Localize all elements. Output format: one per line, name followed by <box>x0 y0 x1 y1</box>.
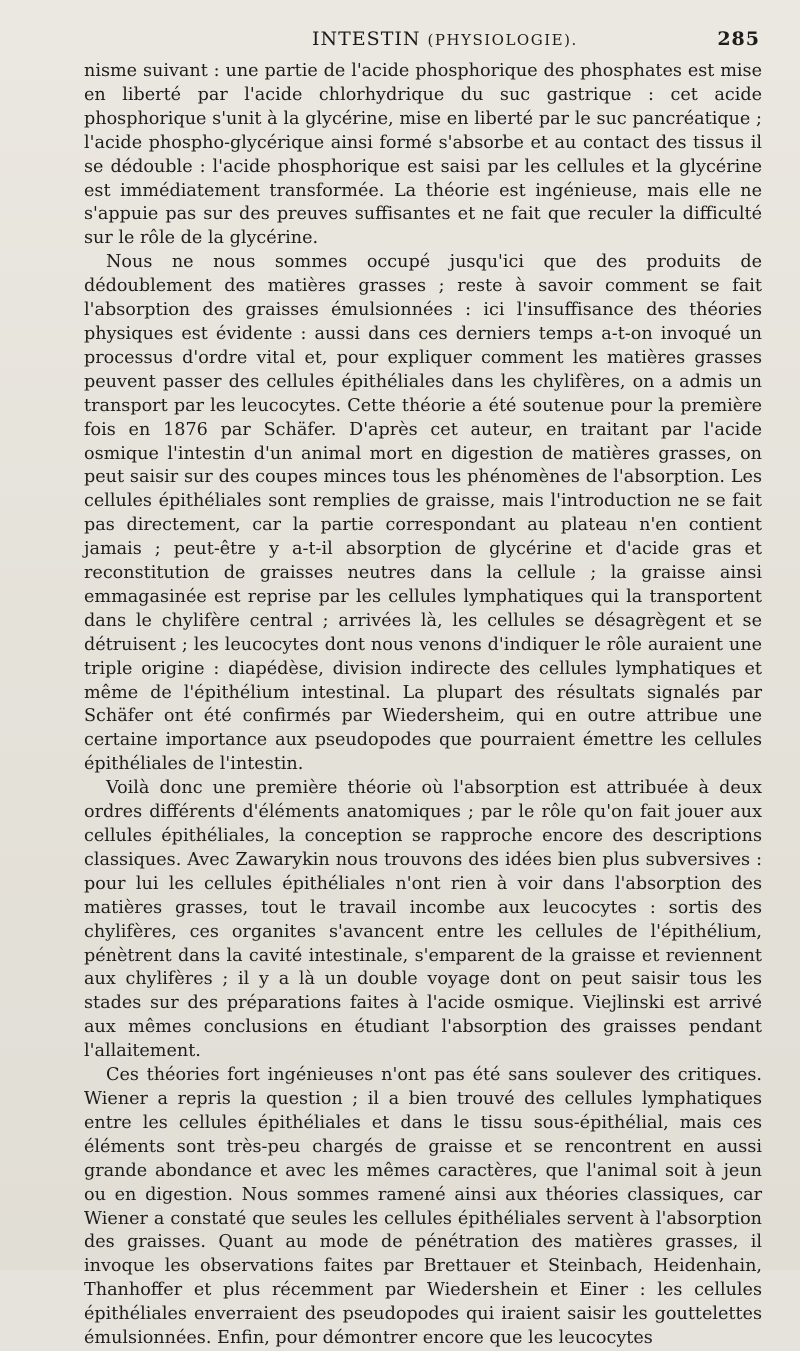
paragraph-absorption-leucocytes: Nous ne nous sommes occupé jusqu'ici que des produits de dédoublement des matières grasses ; reste à savoir comment se fait l'absorption des graisses émulsionnées : ici l'insuffisance des théories physiques est évidente : aussi dans ces derniers temps a-t-on invoqué un processus d'ordre vital et, pour expliquer comment les matières grasses peuvent passer des cellules épithéliales dans les chylifères, on a admis un transport par les leucocytes. Cette théorie a été soutenue pour la première fois en 1876 par Schäfer. D'après cet auteur, en traitant par l'acide osmique l'intestin d'un animal mort en digestion de matières grasses, on peut saisir sur des coupes minces tous les phénomènes de l'absorption. Les cellules épithéliales sont remplies de graisse, mais l'introduction ne se fait pas directement, car la partie correspondant au plateau n'en contient jamais ; peut-être y a-t-il absorption de glycérine et d'acide gras et reconstitution de graisses neutres dans la cellule ; la graisse ainsi emmagasinée est reprise par les cellules lymphatiques qui la transportent dans le chylifère central ; arrivées là, les cellules se désagrègent et se détruisent ; les leucocytes dont nous venons d'indiquer le rôle auraient une triple origine : diapédèse, division indirecte des cellules lymphatiques et même de l'épithélium intestinal. La plupart des résultats signalés par Schäfer ont été confirmés par Wiedersheim, qui en outre attribue une certaine importance aux pseudopodes que pourraient émettre les cellules épithéliales de l'intestin. <box>84 252 762 775</box>
paragraph-continued: nisme suivant : une partie de l'acide phosphorique des phosphates est mise en liberté par l'acide chlorhydrique du suc gastrique : cet acide phosphorique s'unit à la glycérine, mise en liberté par le suc pancréatique ; l'acide phospho-glycérique ainsi formé s'absorbe et au contact des tissus il se dédouble : l'acide phosphorique est saisi par les cellules et la glycérine est immédiatement transformée. La théorie est ingénieuse, mais elle ne s'appuie pas sur des preuves suffisantes et ne fait que reculer la difficulté sur le rôle de la glycérine. <box>84 61 762 249</box>
running-head <box>84 28 762 56</box>
running-title-subtitle: (PHYSIOLOGIE). <box>427 31 578 49</box>
paragraph-critiques: Ces théories fort ingénieuses n'ont pas été sans soulever des critiques. Wiener a repris la question ; il a bien trouvé des cellules lymphatiques entre les cellules épithéliales et dans le tissu sous-épithélial, mais ces éléments sont très-peu chargés de graisse et se rencontrent en aussi grande abondance et avec les mêmes caractères, que l'animal soit à jeun ou en digestion. Nous sommes ramené ainsi aux théories classiques, car Wiener a constaté que seules les cellules épithéliales servent à l'absorption des graisses. Quant au mode de pénétration des matières grasses, il invoque les observations faites par Brettauer et Steinbach, Heidenhain, Thanhoffer et plus récemment par Wiedershein et Einer : les cellules épithéliales enverraient des pseudopodes qui iraient saisir les gouttelettes émulsionnées. Enfin, pour démontrer encore que les leucocytes <box>84 1065 762 1349</box>
running-title <box>312 28 578 50</box>
paragraph-zawarykin: Voilà donc une première théorie où l'absorption est attribuée à deux ordres différents d'éléments anatomiques ; par le rôle qu'on fait jouer aux cellules épithéliales, la conception se rapproche encore des descriptions classiques. Avec Zawarykin nous trouvons des idées bien plus subversives : pour lui les cellules épithéliales n'ont rien à voir dans l'absorption des matières grasses, tout le travail incombe aux leucocytes : sortis des chylifères, ces organites s'avancent entre les cellules de l'épithélium, pénètrent dans la cavité intestinale, s'emparent de la graisse et reviennent aux chylifères ; il y a là un double voyage dont on peut saisir tous les stades sur des préparations faites à l'acide osmique. Viejlinski est arrivé aux mêmes conclusions en étudiant l'absorption des graisses pendant l'allaitement. <box>84 778 762 1062</box>
running-title-main: INTESTIN <box>312 28 421 50</box>
body-text <box>84 60 762 1351</box>
page-number: 285 <box>717 28 760 50</box>
